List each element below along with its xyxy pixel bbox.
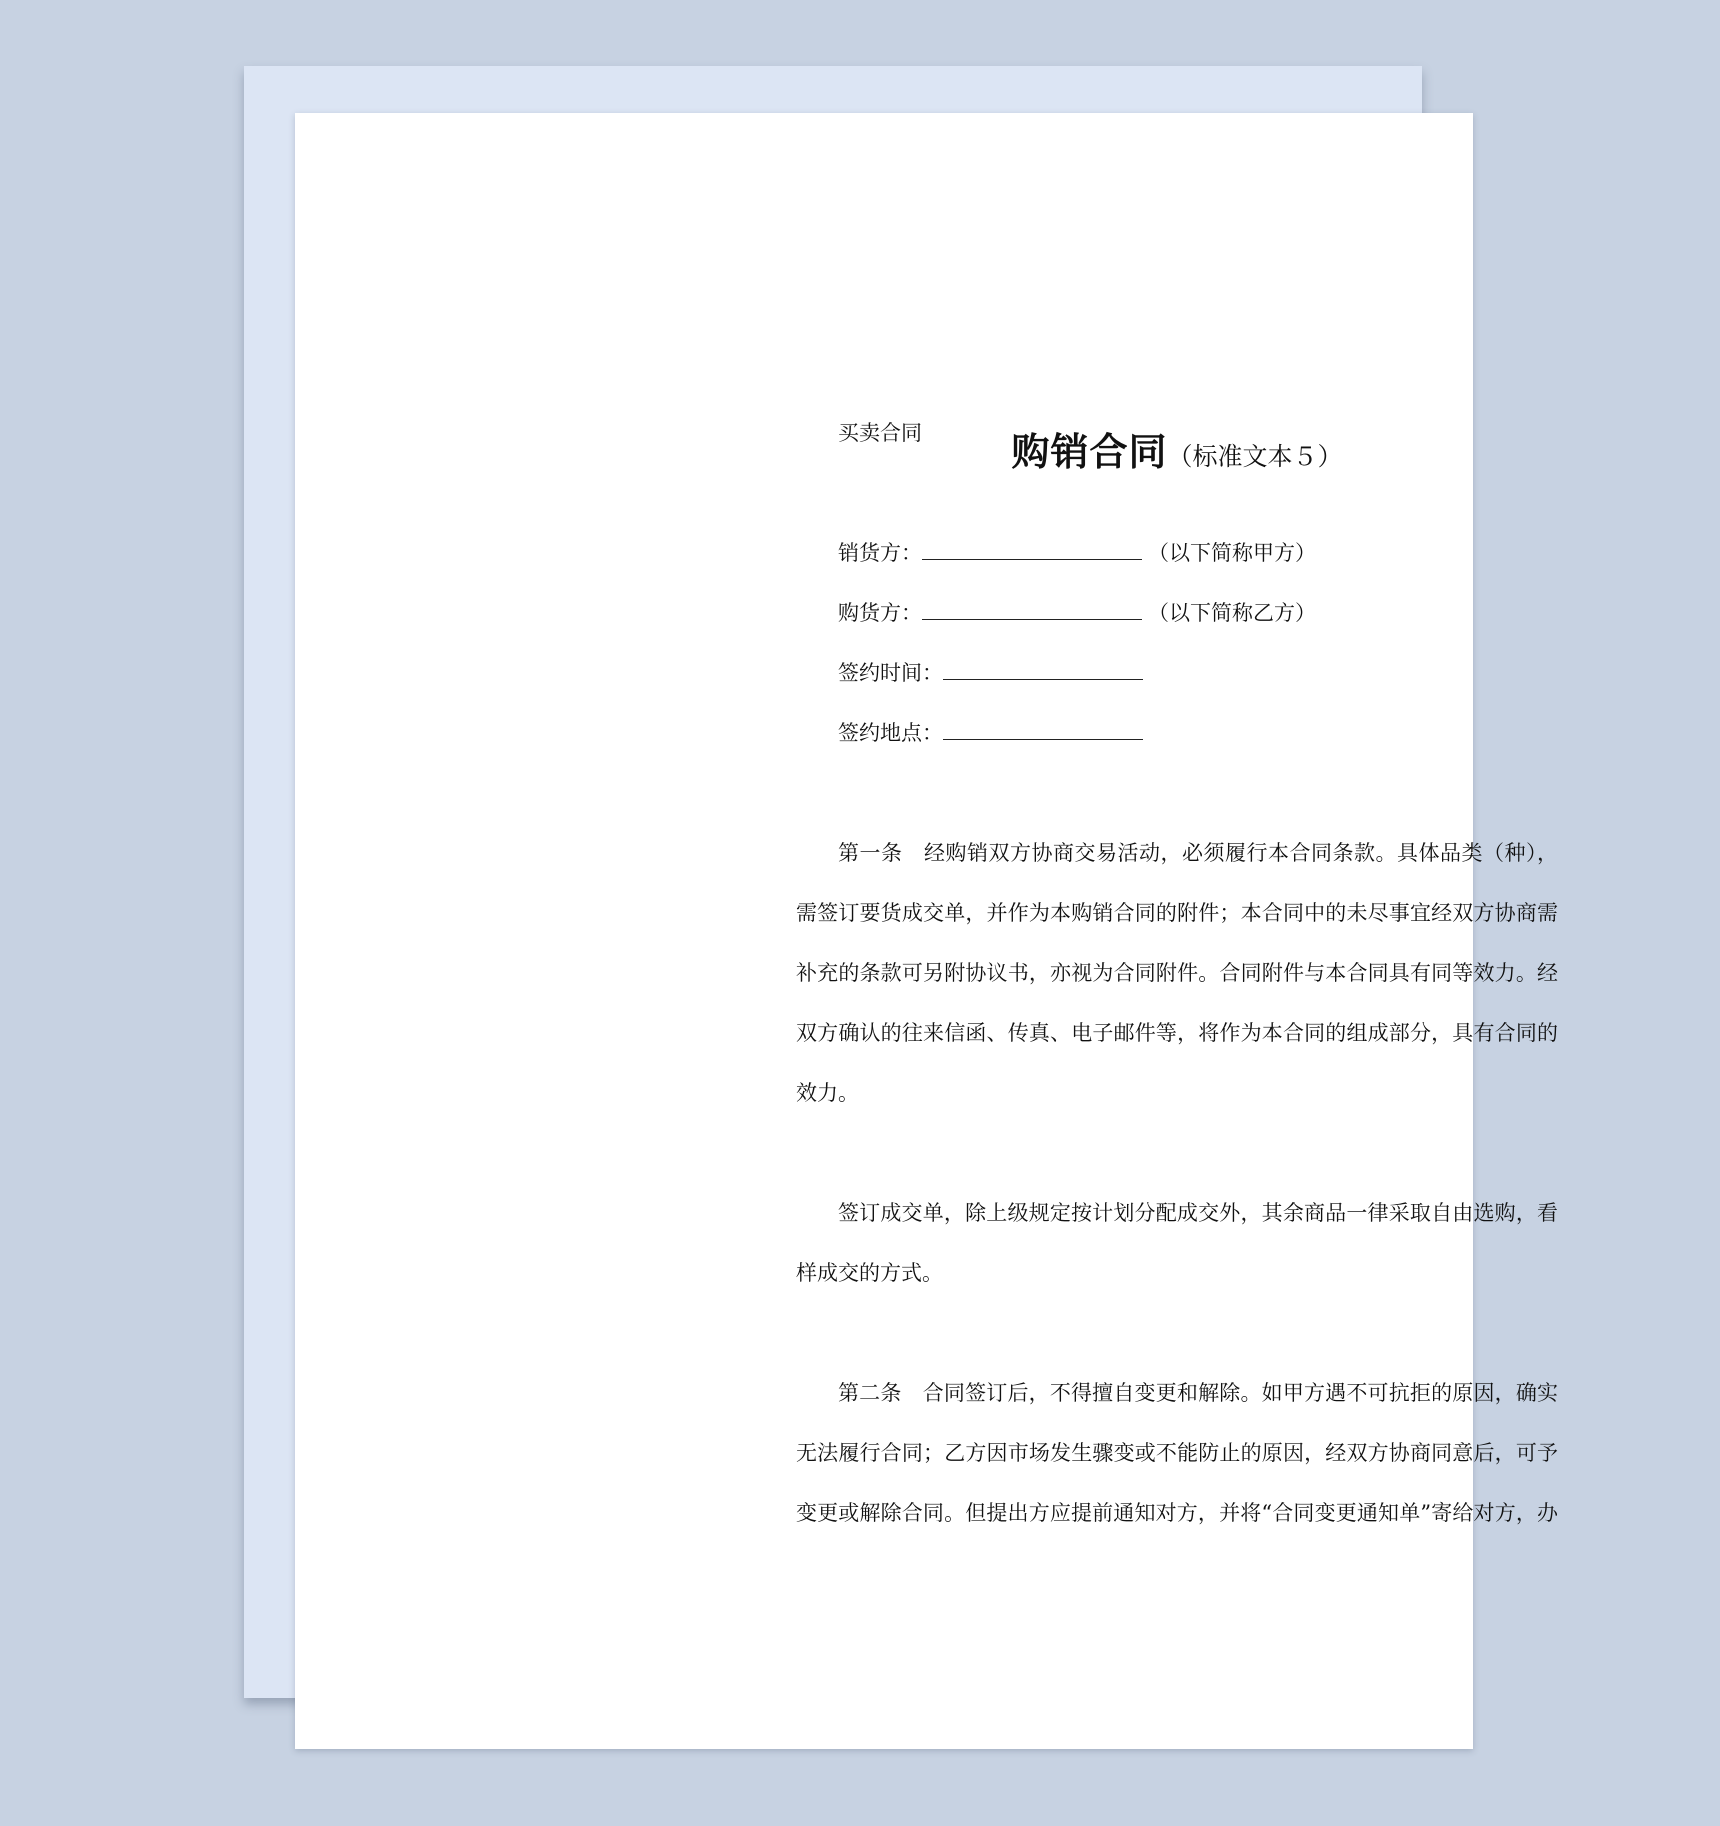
paragraph-line: 第一条 经购销双方协商交易活动，必须履行本合同条款。具体品类（种）， [838, 841, 1558, 865]
blank-line [943, 719, 1143, 740]
title-main: 购销合同 [1011, 430, 1168, 474]
blank-line [943, 659, 1143, 680]
field-label: 签约时间： [838, 661, 943, 685]
blank-line [922, 599, 1142, 620]
paragraph-line: 签订成交单，除上级规定按计划分配成交外，其余商品一律采取自由选购，看 [838, 1201, 1558, 1225]
paragraph-line: 第二条 合同签订后，不得擅自变更和解除。如甲方遇不可抗拒的原因，确实 [838, 1381, 1558, 1405]
paragraph-line: 无法履行合同；乙方因市场发生骤变或不能防止的原因，经双方协商同意后，可予 [796, 1441, 1558, 1465]
field-buyer [838, 598, 1316, 628]
paragraph-line: 双方确认的往来信函、传真、电子邮件等，将作为本合同的组成部分，具有合同的 [796, 1021, 1558, 1045]
blank-line [922, 539, 1142, 560]
field-label: 购货方： [838, 601, 922, 625]
field-sign-time [838, 658, 1149, 688]
field-seller [838, 538, 1316, 568]
paragraph-line: 变更或解除合同。但提出方应提前通知对方，并将“合同变更通知单”寄给对方，办 [796, 1501, 1558, 1525]
field-suffix: （以下简称乙方） [1148, 601, 1316, 625]
contract-subtitle: 买卖合同 [838, 421, 922, 445]
paragraph-line: 需签订要货成交单，并作为本购销合同的附件；本合同中的未尽事宜经双方协商需 [796, 901, 1558, 925]
paragraph-line: 样成交的方式。 [796, 1261, 943, 1285]
field-label: 销货方： [838, 541, 922, 565]
title-sub: （标准文本５） [1167, 442, 1343, 471]
field-sign-place [838, 718, 1149, 748]
document-page [295, 113, 1558, 1749]
field-suffix: （以下简称甲方） [1148, 541, 1316, 565]
paragraph-line: 补充的条款可另附协议书，亦视为合同附件。合同附件与本合同具有同等效力。经 [796, 961, 1558, 985]
paragraph-line: 效力。 [796, 1081, 859, 1105]
field-label: 签约地点： [838, 721, 943, 745]
